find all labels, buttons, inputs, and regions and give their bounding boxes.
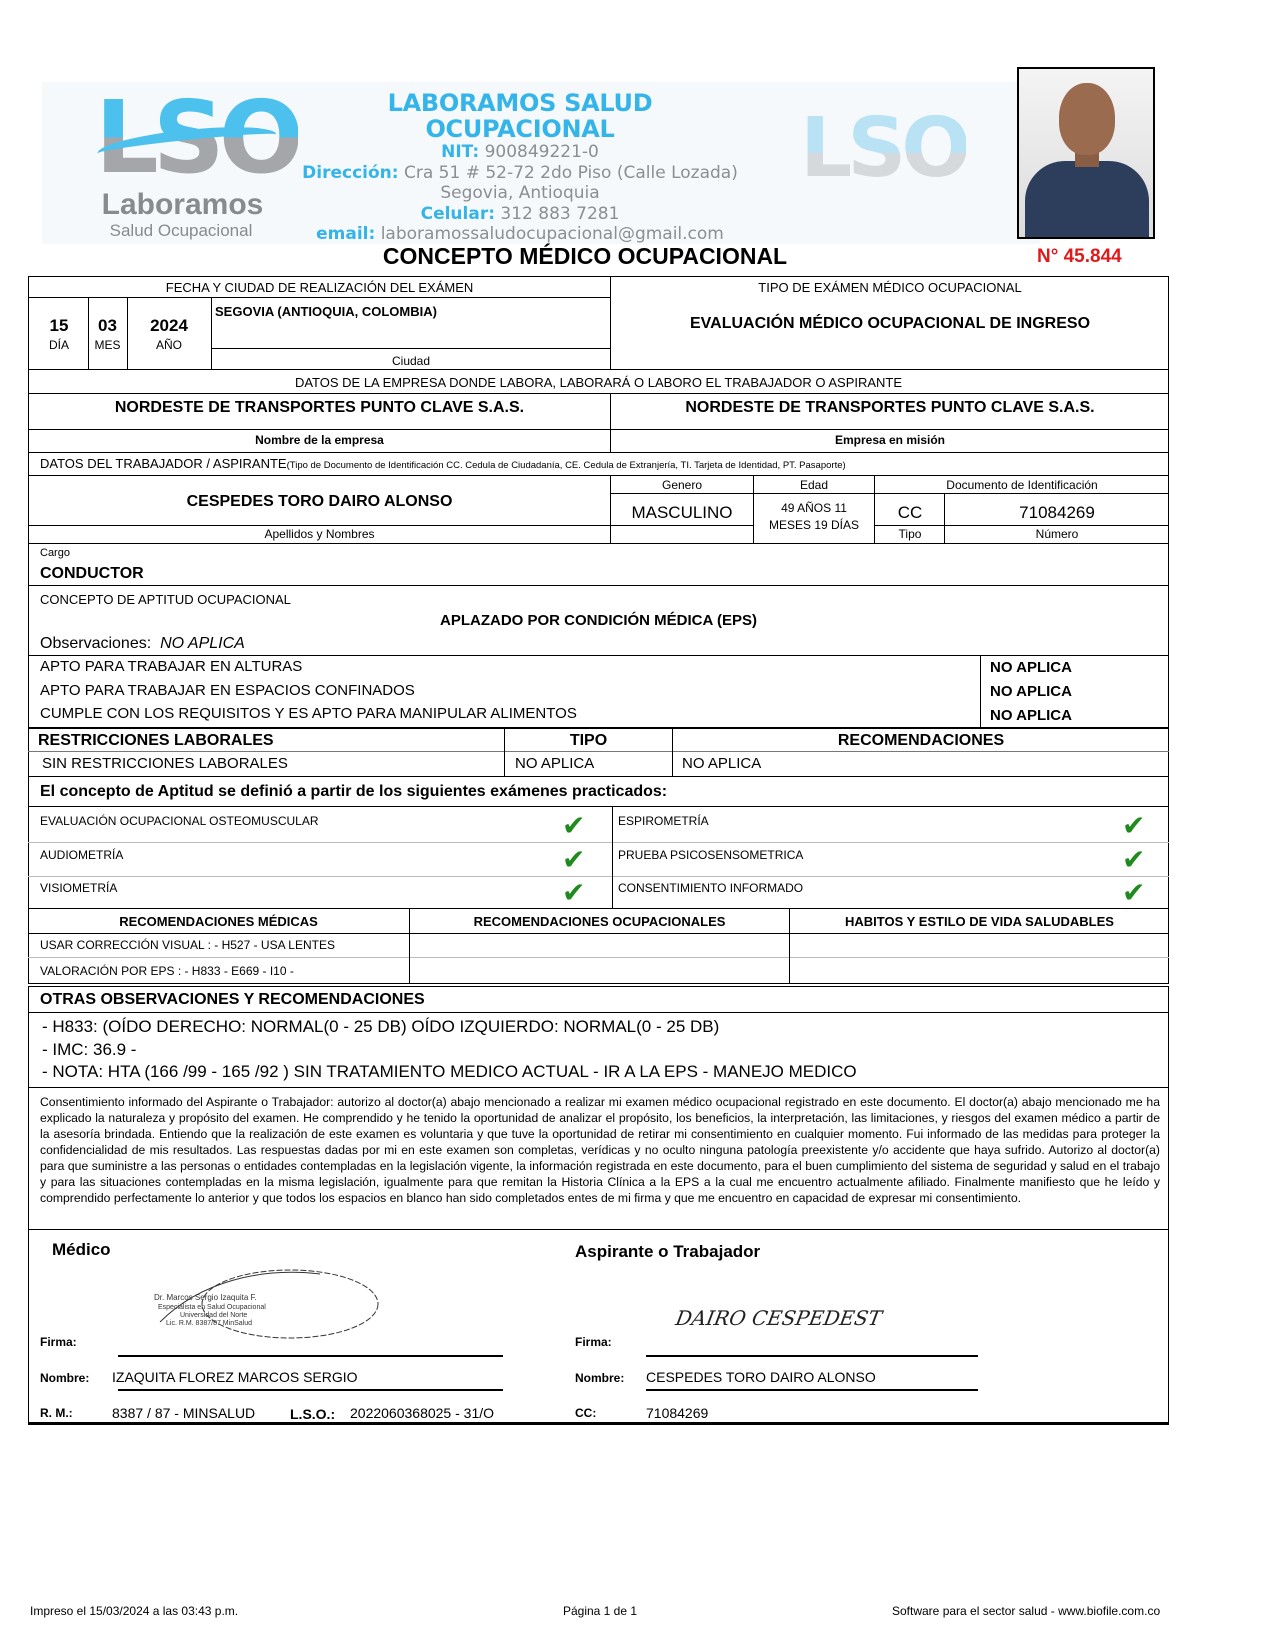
logo-subtitle: Salud Ocupacional: [109, 221, 253, 240]
observations: Observaciones: NO APLICA: [40, 635, 245, 652]
exam-day-label: DÍA: [48, 338, 69, 352]
footer-software-link[interactable]: Software para el sector salud - www.biofile.com.co: [892, 1604, 1161, 1618]
svg-text:Lic. R.M. 8387/87 MinSalud: Lic. R.M. 8387/87 MinSalud: [166, 1320, 252, 1327]
age-value-line2: MESES 19 DÍAS: [768, 518, 860, 532]
observation-line: - IMC: 36.9 -: [42, 1040, 137, 1059]
company-phone: Celular: 312 883 7281: [420, 203, 620, 224]
company-name: LABORAMOS SALUD OCUPACIONAL: [387, 89, 653, 143]
informed-consent-text: Consentimiento informado del Aspirante o Trabajador: autorizo al doctor(a) abajo mencionado a realizar mi examen médico ocupacional registrado en este documento. El doctor(a) abajo mencionado me ha explicado la naturaleza y propósito del examen. He comprendido y he tenido la oportunidad de analizar el propósito, los beneficios, la interpretación, las limitaciones, y riesgos del examen médico a partir de la asesoría brindada. Entiendo que la realización de este examen es voluntaria y que tuve la oportunidad de retirar mi consentimiento en cualquier momento. Fui informado de las medidas para proteger la confidencialidad de mis resultados. Las respuestas dadas por mi en este examen son completas, verídicas y no oculto ninguna patología preexistente y/o accidente que haya sufrido. Autorizo al doctor(a) para que suministre a las personas o entidades contempladas en la legislación vigente, la información registrada en este documento, para el buen cumplimiento del sistema de seguridad y salud en el trabajo y para las situaciones contempladas en la misma legislación, igualmente para que remitan la Historia Clínica a la EPS a la cual me encuentro actualmente afiliado. Finalmente manifiesto que he leído y comprendido perfectamente lo anterior y que todos los espacios en blanco han sido completados entes de mi firma y que me encuentro en capacidad de expresar mi consentimiento.: [40, 1095, 1160, 1205]
exam-month: 03: [98, 316, 117, 335]
company-email: email: laboramossaludocupacional@gmail.com: [316, 224, 724, 244]
exam-type-label: TIPO DE EXÁMEN MÉDICO OCUPACIONAL: [758, 280, 1022, 295]
medical-recommendation-item: VALORACIÓN POR EPS : - H833 - E669 - I10 -: [40, 964, 294, 978]
checkmark-icon: ✔: [1122, 876, 1146, 909]
aptitude-item-value: NO APLICA: [990, 683, 1072, 700]
logo-mark: LSO: [95, 79, 298, 196]
document-title: CONCEPTO MÉDICO OCUPACIONAL: [382, 243, 788, 269]
exam-year: 2024: [150, 316, 188, 335]
svg-text:Universidad del Norte: Universidad del Norte: [180, 1312, 248, 1319]
occupational-recommendations-header: RECOMENDACIONES OCUPACIONALES: [473, 914, 726, 929]
exam-type-value: EVALUACIÓN MÉDICO OCUPACIONAL DE INGRESO: [689, 315, 1091, 332]
exam-item-label: EVALUACIÓN OCUPACIONAL OSTEOMUSCULAR: [40, 814, 319, 828]
restriction-type-value: NO APLICA: [515, 755, 595, 772]
company-city: Segovia, Antioquia: [440, 183, 600, 203]
worker-photo: [1017, 67, 1155, 239]
healthy-habits-header: HABITOS Y ESTILO DE VIDA SALUDABLES: [845, 914, 1114, 929]
doctor-section-title: Médico: [52, 1240, 111, 1259]
doctor-signature-label: Firma:: [40, 1335, 77, 1349]
company-nit: NIT: 900849221-0: [441, 142, 599, 162]
worker-signature: DAIRO CESPEDEST: [673, 1306, 884, 1330]
exam-item-label: PRUEBA PSICOSENSOMETRICA: [618, 848, 804, 862]
document-number: N° 45.844: [1037, 246, 1122, 267]
id-number-value: 71084269: [1019, 503, 1095, 522]
aptitude-item-value: NO APLICA: [990, 707, 1072, 724]
id-type-label: Tipo: [898, 527, 922, 541]
exam-item-label: CONSENTIMIENTO INFORMADO: [618, 881, 804, 895]
mission-company-value: NORDESTE DE TRANSPORTES PUNTO CLAVE S.A.S.: [685, 399, 1095, 416]
aptitude-item-label: APTO PARA TRABAJAR EN ESPACIOS CONFINADOS: [40, 682, 415, 699]
footer-page-number: Página 1 de 1: [562, 1604, 638, 1618]
position-section: [28, 543, 1169, 586]
exam-item-label: VISIOMETRÍA: [40, 881, 118, 895]
age-value-line1: 49 AÑOS 11: [781, 501, 847, 515]
checkmark-icon: ✔: [562, 809, 586, 842]
gender-label: Genero: [661, 478, 703, 492]
other-observations-title: OTRAS OBSERVACIONES Y RECOMENDACIONES: [40, 991, 425, 1008]
age-label: Edad: [799, 478, 829, 492]
logo-name: Laboramos: [101, 188, 264, 221]
svg-text:Especialista en Salud Ocupacio: Especialista en Salud Ocupacional: [158, 1304, 266, 1311]
company-section-label: DATOS DE LA EMPRESA DONDE LABORA, LABORARÁ O LABORO EL TRABAJADOR O ASPIRANTE: [294, 375, 903, 390]
exam-day: 15: [49, 316, 69, 335]
observation-line: - H833: (OÍDO DERECHO: NORMAL(0 - 25 DB) OÍDO IZQUIERDO: NORMAL(0 - 25 DB): [42, 1017, 720, 1036]
exam-city-label: Ciudad: [391, 354, 431, 368]
checkmark-icon: ✔: [562, 876, 586, 909]
doctor-lso-value: 2022060368025 - 31/O: [350, 1405, 495, 1421]
doctor-name-label: Nombre:: [40, 1371, 90, 1385]
doctor-rm-label: R. M.:: [40, 1406, 73, 1420]
exam-item-label: AUDIOMETRÍA: [40, 848, 124, 862]
mission-company-label: Empresa en misión: [834, 433, 946, 447]
worker-cc-value: 71084269: [646, 1405, 709, 1421]
aptitude-item-label: CUMPLE CON LOS REQUISITOS Y ES APTO PARA MANIPULAR ALIMENTOS: [40, 705, 577, 722]
watermark-logo: LSO: [800, 101, 967, 196]
restriction-type-header: TIPO: [569, 732, 608, 749]
aptitude-concept: APLAZADO POR CONDICIÓN MÉDICA (EPS): [440, 612, 757, 629]
company-logo: [95, 79, 298, 240]
checkmark-icon: ✔: [562, 843, 586, 876]
observation-line: - NOTA: HTA (166 /99 - 165 /92 ) SIN TRATAMIENTO MEDICO ACTUAL - IR A LA EPS - MANEJO MEDICO: [42, 1062, 857, 1081]
worker-name-signature: CESPEDES TORO DAIRO ALONSO: [646, 1369, 876, 1385]
restriction-recommendation-value: NO APLICA: [682, 755, 762, 772]
exam-city: SEGOVIA (ANTIOQUIA, COLOMBIA): [215, 304, 437, 319]
footer-printed-date: Impreso el 15/03/2024 a las 03:43 p.m.: [30, 1604, 239, 1618]
exam-year-label: AÑO: [155, 338, 182, 352]
aptitude-item-value: NO APLICA: [990, 659, 1072, 676]
worker-cc-label: CC:: [575, 1406, 597, 1420]
gender-value: MASCULINO: [631, 503, 733, 522]
checkmark-icon: ✔: [1122, 843, 1146, 876]
doctor-signature-stamp-icon: [140, 1262, 380, 1340]
doctor-rm-value: 8387 / 87 - MINSALUD: [112, 1405, 256, 1421]
aptitude-section-label: CONCEPTO DE APTITUD OCUPACIONAL: [40, 592, 291, 607]
id-document-label: Documento de Identificación: [946, 478, 1098, 492]
doctor-lso-label: L.S.O.:: [290, 1406, 336, 1422]
company-contact-block: [290, 90, 750, 245]
worker-section-label: DATOS DEL TRABAJADOR / ASPIRANTE(Tipo de Documento de Identificación CC. Cedula de Ciudadanía, CE. Cedula de Extranjería, TI. Tarjeta de Identidad, PT. Pasaporte): [40, 456, 846, 471]
restriction-value: SIN RESTRICCIONES LABORALES: [42, 755, 288, 772]
position-value: CONDUCTOR: [40, 565, 144, 582]
worker-signature-label: Firma:: [575, 1335, 612, 1349]
checkmark-icon: ✔: [1122, 809, 1146, 842]
company-name-label: Nombre de la empresa: [255, 433, 384, 447]
worker-name-label: Nombre:: [575, 1371, 625, 1385]
restriction-recommendations-header: RECOMENDACIONES: [837, 732, 1005, 749]
worker-name-label: Apellidos y Nombres: [264, 527, 375, 541]
company-name-value: NORDESTE DE TRANSPORTES PUNTO CLAVE S.A.S.: [114, 399, 525, 416]
svg-text:Dr. Marcos Sergio Izaquita F.: Dr. Marcos Sergio Izaquita F.: [154, 1293, 257, 1302]
id-type-value: CC: [897, 503, 923, 522]
exam-date-city-label: FECHA Y CIUDAD DE REALIZACIÓN DEL EXÁMEN: [165, 280, 474, 295]
medical-recommendations-header: RECOMENDACIONES MÉDICAS: [119, 914, 318, 929]
exam-month-label: MES: [94, 338, 121, 352]
id-number-label: Número: [1035, 527, 1079, 541]
medical-recommendation-item: USAR CORRECCIÓN VISUAL : - H527 - USA LENTES: [40, 938, 335, 952]
doctor-name: IZAQUITA FLOREZ MARCOS SERGIO: [112, 1369, 358, 1385]
restrictions-header: RESTRICCIONES LABORALES: [38, 732, 274, 749]
worker-full-name: CESPEDES TORO DAIRO ALONSO: [186, 493, 453, 510]
aptitude-item-label: APTO PARA TRABAJAR EN ALTURAS: [40, 658, 303, 675]
company-address: Dirección: Cra 51 # 52-72 2do Piso (Calle Lozada): [302, 162, 738, 183]
worker-section-title: Aspirante o Trabajador: [575, 1242, 761, 1261]
exam-item-label: ESPIROMETRÍA: [618, 814, 709, 828]
position-label: Cargo: [40, 547, 70, 559]
exams-title: El concepto de Aptitud se definió a partir de los siguientes exámenes practicados:: [40, 783, 668, 800]
